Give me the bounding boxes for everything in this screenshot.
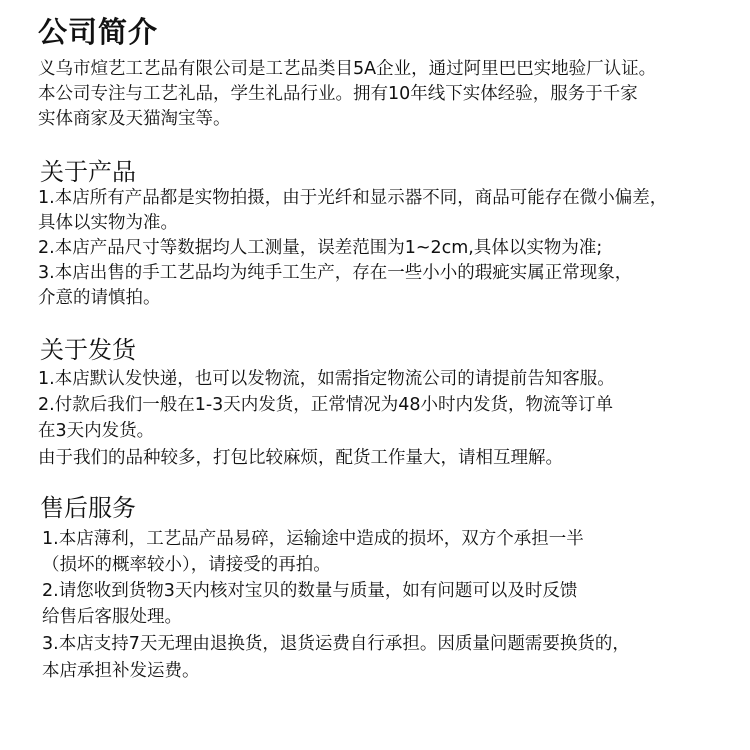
products-line-1: 1.本店所有产品都是实物拍摄，由于光纤和显示器不同，商品可能存在微小偏差， [38, 188, 668, 208]
aftersales-heading: 售后服务 [40, 494, 136, 522]
products-line-4: 3.本店出售的手工艺品均为纯手工生产，存在一些小小的瑕疵实属正常现象， [38, 263, 633, 283]
products-line-2: 具体以实物为准。 [38, 213, 178, 233]
products-heading: 关于产品 [40, 158, 136, 186]
aftersales-line-5: 3.本店支持7天无理由退换货，退货运费自行承担。因质量问题需要换货的， [42, 634, 630, 654]
aftersales-line-4: 给售后客服处理。 [42, 607, 182, 627]
products-line-3: 2.本店产品尺寸等数据均人工测量，误差范围为1~2cm,具体以实物为准; [38, 238, 603, 258]
shipping-line-4: 由于我们的品种较多，打包比较麻烦，配货工作量大，请相互理解。 [38, 448, 563, 468]
shipping-line-1: 1.本店默认发快递，也可以发物流，如需指定物流公司的请提前告知客服。 [38, 369, 615, 389]
company-title: 公司简介 [38, 15, 159, 49]
aftersales-line-6: 本店承担补发运费。 [42, 661, 200, 681]
company-line-2: 本公司专注与工艺礼品，学生礼品行业。拥有10年线下实体经验，服务于千家 [38, 84, 638, 104]
products-line-5: 介意的请慎拍。 [38, 288, 161, 308]
shipping-line-2: 2.付款后我们一般在1-3天内发货，正常情况为48小时内发货，物流等订单 [38, 395, 614, 415]
aftersales-line-3: 2.请您收到货物3天内核对宝贝的数量与质量，如有问题可以及时反馈 [42, 581, 578, 601]
company-line-3: 实体商家及天猫淘宝等。 [38, 109, 231, 129]
shipping-line-3: 在3天内发货。 [38, 421, 155, 441]
aftersales-line-2: （损坏的概率较小），请接受的再拍。 [42, 555, 331, 575]
company-line-1: 义乌市煊艺工艺品有限公司是工艺品类目5A企业，通过阿里巴巴实地验厂认证。 [38, 59, 657, 79]
aftersales-line-1: 1.本店薄利，工艺品产品易碎，运输途中造成的损坏，双方个承担一半 [42, 529, 584, 549]
shipping-heading: 关于发货 [40, 336, 136, 364]
